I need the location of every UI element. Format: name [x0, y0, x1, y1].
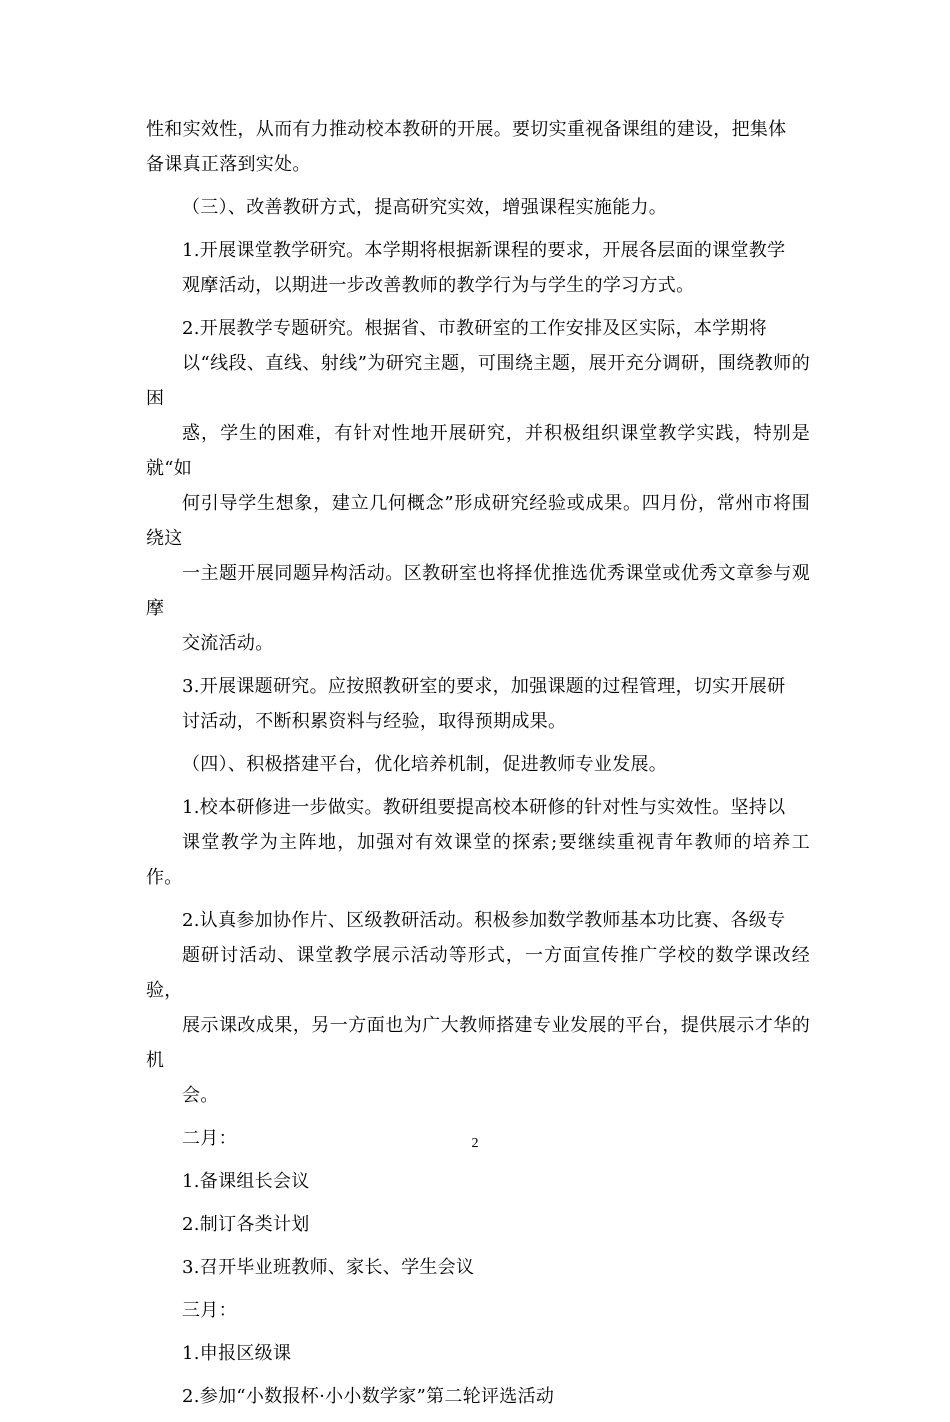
paragraph — [146, 1336, 810, 1371]
paragraph — [146, 233, 810, 303]
text-line: 备课真正落到实处。 — [146, 154, 311, 175]
text-line: 2.开展教学专题研究。根据省、市教研室的工作安排及区实际，本学期将 — [182, 318, 768, 339]
text-line: 课堂教学为主阵地，加强对有效课堂的探索;要继续重视青年教师的培养工作。 — [146, 832, 810, 888]
text-line: 1.校本研修进一步做实。教研组要提高校本研修的针对性与实效性。坚持以 — [182, 797, 786, 818]
text-line: （三）、改善教研方式，提高研究实效，增强课程实施能力。 — [182, 197, 668, 218]
text-line: 二月： — [182, 1128, 237, 1149]
text-line: 2.参加“小数报杯·小小数学家”第二轮评选活动 — [182, 1386, 555, 1407]
text-line: 一主题开展同题异构活动。区教研室也将择优推选优秀课堂或优秀文章参与观摩 — [146, 563, 810, 619]
paragraph — [146, 190, 810, 225]
paragraph — [146, 1293, 810, 1328]
text-line: 展示课改成果，另一方面也为广大教师搭建专业发展的平台，提供展示才华的机 — [146, 1015, 810, 1071]
paragraph — [146, 747, 810, 782]
paragraph — [146, 669, 810, 739]
text-line: 惑，学生的困难，有针对性地开展研究，并积极组织课堂教学实践，特别是就“如 — [146, 423, 810, 479]
paragraph — [146, 790, 810, 895]
text-line: 三月： — [182, 1300, 237, 1321]
text-line: 观摩活动，以期进一步改善教师的教学行为与学生的学习方式。 — [182, 275, 695, 296]
paragraph — [146, 1207, 810, 1242]
text-line: 1.开展课堂教学研究。本学期将根据新课程的要求，开展各层面的课堂教学 — [182, 240, 786, 261]
text-line: 题研讨活动、课堂教学展示活动等形式，一方面宣传推广学校的数学课改经验， — [146, 945, 810, 1001]
text-line: 交流活动。 — [182, 633, 274, 654]
paragraph — [146, 112, 810, 182]
text-line: 2.认真参加协作片、区级教研活动。积极参加数学教师基本功比赛、各级专 — [182, 910, 786, 931]
text-line: 3.召开毕业班教师、家长、学生会议 — [182, 1257, 475, 1278]
text-line: 2.制订各类计划 — [182, 1214, 310, 1235]
paragraph — [146, 1379, 810, 1414]
page-number: 2 — [471, 1136, 479, 1151]
text-line: 1.申报区级课 — [182, 1343, 292, 1364]
text-line: 3.开展课题研究。应按照教研室的要求，加强课题的过程管理，切实开展研 — [182, 676, 786, 697]
text-line: 讨活动，不断积累资料与经验，取得预期成果。 — [182, 711, 567, 732]
text-line: 何引导学生想象，建立几何概念”形成研究经验或成果。四月份，常州市将围绕这 — [146, 493, 810, 549]
text-line: 会。 — [182, 1085, 219, 1106]
paragraph — [146, 311, 810, 661]
document-body — [146, 112, 810, 1422]
paragraph — [146, 1250, 810, 1285]
text-line: （四）、积极搭建平台，优化培养机制，促进教师专业发展。 — [182, 754, 668, 775]
paragraph — [146, 903, 810, 1113]
paragraph — [146, 1164, 810, 1199]
text-line: 以“线段、直线、射线”为研究主题，可围绕主题，展开充分调研，围绕教师的困 — [146, 353, 810, 409]
text-line: 性和实效性，从而有力推动校本教研的开展。要切实重视备课组的建设，把集体 — [146, 119, 787, 140]
text-line: 1.备课组长会议 — [182, 1171, 310, 1192]
